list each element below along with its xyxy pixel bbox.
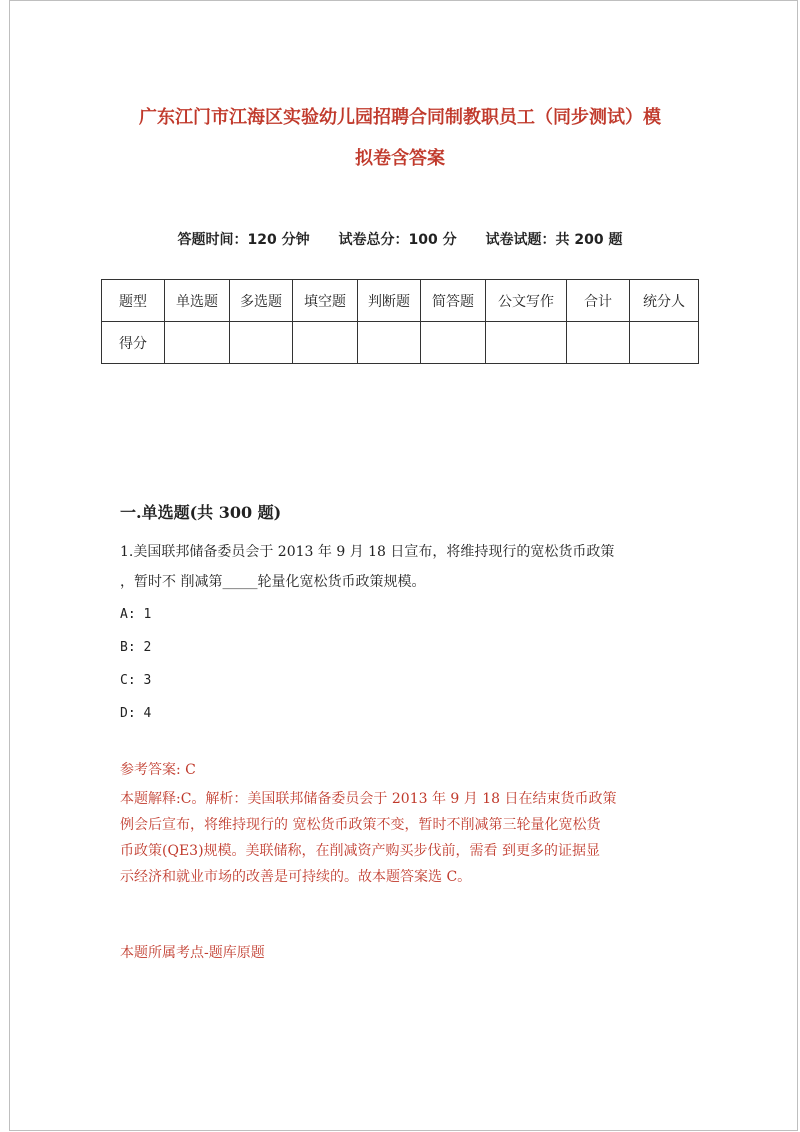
header-cell-short-answer: 简答题 — [421, 280, 486, 322]
explanation-line4: 示经济和就业市场的改善是可持续的。故本题答案选 C。 — [120, 869, 472, 885]
score-cell — [421, 322, 486, 364]
header-cell-document-writing: 公文写作 — [486, 280, 567, 322]
header-cell-fill-blank: 填空题 — [293, 280, 358, 322]
exam-time: 答题时间：120 分钟 — [177, 232, 310, 248]
header-cell-true-false: 判断题 — [358, 280, 421, 322]
score-cell — [293, 322, 358, 364]
option-c: C: 3 — [120, 673, 152, 688]
section-title: 一.单选题(共 300 题) — [120, 503, 282, 522]
exam-info — [100, 229, 700, 249]
score-cell — [486, 322, 567, 364]
explanation-line1: 本题解释:C。解析：美国联邦储备委员会于 2013 年 9 月 18 日在结束货币政策 — [120, 791, 617, 807]
document-title-line2: 拟卷含答案 — [355, 148, 445, 169]
question-options — [120, 598, 151, 730]
score-table-header-row — [102, 280, 699, 322]
score-cell — [630, 322, 699, 364]
header-cell-multi-choice: 多选题 — [230, 280, 293, 322]
explanation-line3: 币政策(QE3)规模。美联储称，在削减资产购买步伐前，需看 到更多的证据显 — [120, 843, 600, 859]
header-cell-total: 合计 — [567, 280, 630, 322]
score-row-label: 得分 — [102, 322, 165, 364]
exam-total-questions: 试卷试题：共 200 题 — [485, 232, 623, 248]
score-table-score-row — [102, 322, 699, 364]
option-a: A: 1 — [120, 607, 152, 622]
header-cell-single-choice: 单选题 — [165, 280, 230, 322]
reference-answer: 参考答案: C — [120, 762, 196, 778]
question-line2: ，暂时不 削减第_____轮量化宽松货币政策规模。 — [120, 574, 426, 590]
explanation-line2: 例会后宣布，将维持现行的 宽松货币政策不变，暂时不削减第三轮量化宽松货 — [120, 817, 601, 833]
document-title-line1: 广东江门市江海区实验幼儿园招聘合同制教职员工（同步测试）模 — [139, 107, 661, 128]
exam-total-score: 试卷总分：100 分 — [338, 232, 457, 248]
question-source: 本题所属考点-题库原题 — [120, 945, 265, 961]
score-cell — [358, 322, 421, 364]
score-cell — [165, 322, 230, 364]
score-table — [101, 279, 699, 364]
score-cell — [567, 322, 630, 364]
answer-explanation — [120, 786, 700, 890]
option-b: B: 2 — [120, 640, 152, 655]
option-d: D: 4 — [120, 706, 152, 721]
score-cell — [230, 322, 293, 364]
question-line1: 1.美国联邦储备委员会于 2013 年 9 月 18 日宣布，将维持现行的宽松货币政策 — [120, 544, 615, 560]
header-cell-type: 题型 — [102, 280, 165, 322]
header-cell-scorer: 统分人 — [630, 280, 699, 322]
question-text — [120, 537, 710, 597]
